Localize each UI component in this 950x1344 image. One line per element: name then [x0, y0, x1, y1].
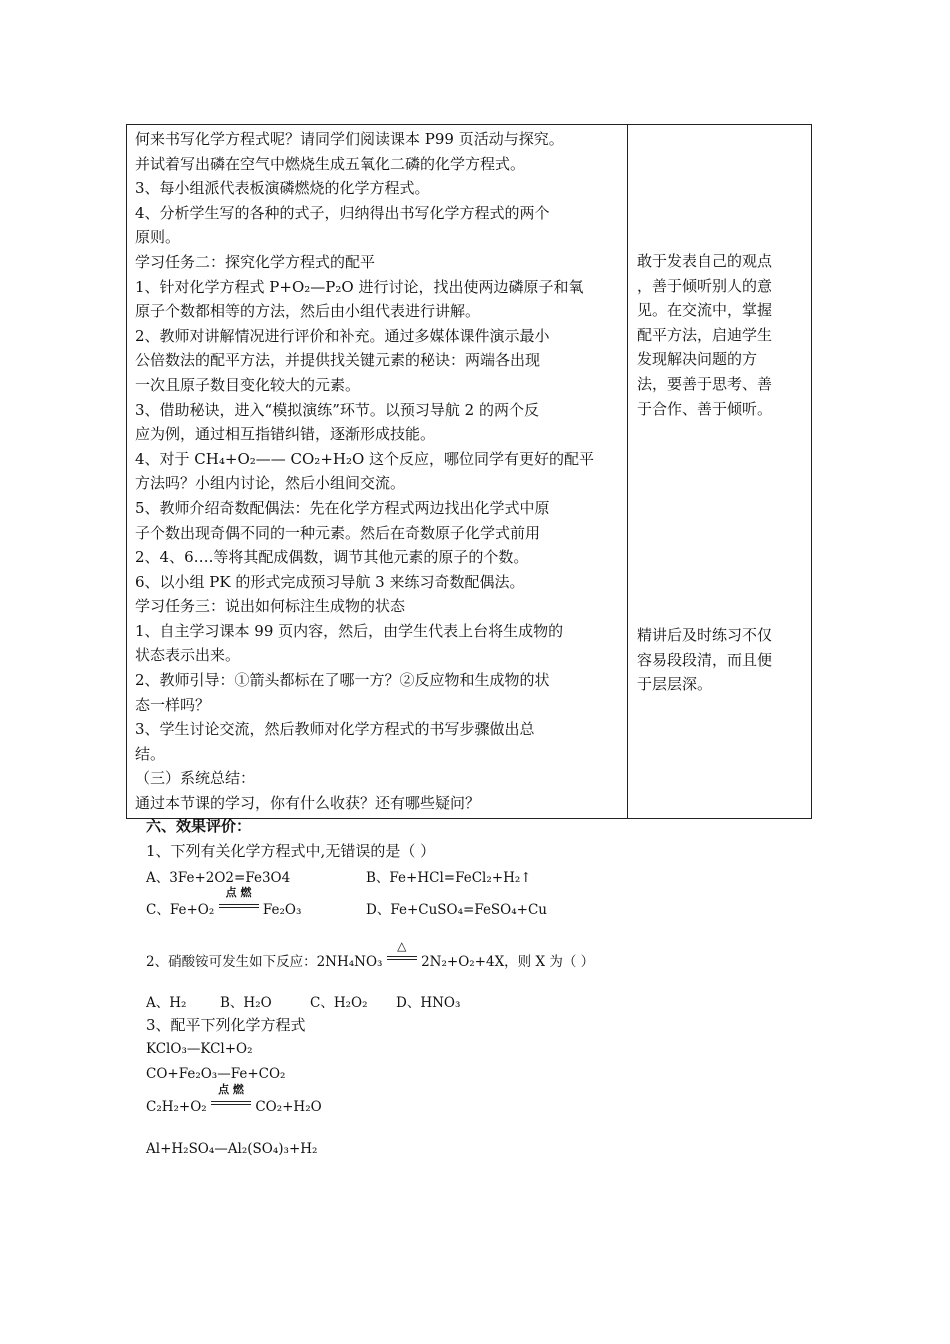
q3-equation-2: CO+Fe₂O₃—Fe+CO₂	[146, 1066, 286, 1082]
q1-c-right: Fe₂O₃	[262, 902, 302, 918]
q1-option-a: A、3Fe+2O2=Fe3O4	[146, 870, 291, 886]
side-note-1	[637, 249, 805, 421]
lesson-line: 子个数出现奇偶不同的一种元素。然后在奇数原子化学式前用	[135, 523, 541, 542]
q3-stem: 3、配平下列化学方程式	[146, 1016, 306, 1034]
lesson-line: 何来书写化学方程式呢？请同学们阅读课本 P99 页活动与探究。	[135, 130, 564, 148]
q3-eq3-right: CO₂+H₂O	[255, 1099, 322, 1115]
side-note-line: 配平方法，启迪学生	[637, 325, 773, 344]
q2-stem	[146, 939, 595, 970]
q2-option-a: A、H₂	[146, 995, 187, 1011]
lesson-line: 3、借助秘诀，进入“模拟演练”环节。以预习导航 2 的两个反	[135, 400, 539, 419]
lesson-line: （三）系统总结：	[135, 769, 256, 788]
lesson-line: 态一样吗？	[135, 695, 211, 714]
condition-label: 点 燃	[218, 1083, 244, 1096]
lesson-line: 3、学生讨论交流，然后教师对化学方程式的书写步骤做出总	[135, 720, 535, 739]
q1-option-c	[146, 886, 302, 918]
q2-stem-right: 2N₂+O₂+4X，则 X 为（ ）	[421, 954, 595, 970]
lesson-line: 通过本节课的学习，你有什么收获？还有哪些疑问？	[135, 794, 481, 813]
lesson-main-cell	[127, 125, 628, 819]
lesson-line: 1、自主学习课本 99 页内容，然后，由学生代表上台将生成物的	[135, 621, 564, 640]
side-note-line: 于合作、善于倾听。	[637, 399, 773, 418]
q3-eq3-left: C₂H₂+O₂	[146, 1099, 207, 1115]
q2-option-c: C、H₂O₂	[310, 995, 368, 1011]
q1-option-b: B、Fe+HCl=FeCl₂+H₂↑	[366, 870, 532, 886]
lesson-line: 应为例，通过相互指错纠错，逐渐形成技能。	[135, 425, 436, 444]
side-note-line: 精讲后及时练习不仅	[637, 626, 773, 644]
evaluation-heading: 六、效果评价：	[146, 817, 252, 835]
lesson-line: 6、以小组 PK 的形式完成预习导航 3 来练习奇数配偶法。	[135, 572, 525, 591]
lesson-main-text	[135, 127, 619, 816]
heat-symbol: △	[397, 939, 407, 953]
condition-label: 点 燃	[225, 886, 252, 899]
lesson-line: 状态表示出来。	[135, 646, 241, 665]
lesson-line: 1、针对化学方程式 P+O₂—P₂O 进行讨论，找出使两边磷原子和氧	[135, 277, 584, 296]
lesson-line: 方法吗？小组内讨论，然后小组间交流。	[135, 474, 406, 493]
lesson-line: 学习任务二：探究化学方程式的配平	[135, 252, 376, 271]
side-note-line: 敢于发表自己的观点	[637, 252, 773, 270]
lesson-line: 学习任务三：说出如何标注生成物的状态	[135, 597, 406, 616]
lesson-line: 原则。	[135, 228, 181, 247]
q1-option-d: D、Fe+CuSO₄=FeSO₄+Cu	[366, 902, 547, 918]
heat-condition-sign	[387, 939, 417, 966]
lesson-line: 2、教师对讲解情况进行评价和补充。通过多媒体课件演示最小	[135, 326, 550, 345]
side-note-line: 于层层深。	[637, 675, 713, 694]
condition-ignite-sign	[211, 1083, 251, 1111]
side-note-line: ，善于倾听别人的意	[637, 276, 773, 295]
q2-option-d: D、HNO₃	[396, 995, 461, 1011]
side-note-2	[637, 623, 805, 697]
lesson-line: 4、分析学生写的各种的式子，归纳得出书写化学方程式的两个	[135, 203, 550, 222]
lesson-line: 2、4、6….等将其配成偶数，调节其他元素的原子的个数。	[135, 548, 529, 567]
q2-stem-left: 2、硝酸铵可发生如下反应：2NH₄NO₃	[146, 954, 383, 970]
lesson-line: 原子个数都相等的方法，然后由小组代表进行讲解。	[135, 302, 481, 321]
q1-c-left: C、Fe+O₂	[146, 902, 215, 918]
lesson-line: 2、教师引导：①箭头都标在了哪一方？②反应物和生成物的状	[135, 671, 550, 690]
lesson-side-cell	[628, 125, 812, 819]
lesson-line: 并试着写出磷在空气中燃烧生成五氧化二磷的化学方程式。	[135, 154, 526, 173]
condition-ignite-sign	[219, 886, 259, 914]
lesson-table	[126, 124, 812, 819]
lesson-line: 一次且原子数目变化较大的元素。	[135, 375, 361, 394]
q3-equation-1: KClO₃—KCl+O₂	[146, 1041, 253, 1057]
side-note-line: 发现解决问题的方	[637, 350, 758, 369]
side-note-line: 容易段段清，而且便	[637, 650, 773, 669]
lesson-line: 结。	[135, 744, 166, 763]
lesson-line: 3、每小组派代表板演磷燃烧的化学方程式。	[135, 179, 430, 198]
q1-stem: 1、下列有关化学方程式中,无错误的是（ ）	[146, 842, 436, 860]
lesson-line: 公倍数法的配平方法，并提供找关键元素的秘诀：两端各出现	[135, 351, 541, 370]
side-note-line: 见。在交流中，掌握	[637, 301, 773, 320]
q3-equation-3	[146, 1083, 322, 1115]
q2-option-b: B、H₂O	[220, 995, 272, 1011]
side-note-line: 法，要善于思考、善	[637, 374, 773, 393]
lesson-line: 5、教师介绍奇数配偶法：先在化学方程式两边找出化学式中原	[135, 498, 550, 517]
q3-equation-4: Al+H₂SO₄—Al₂(SO₄)₃+H₂	[146, 1141, 318, 1157]
lesson-line: 4、对于 CH₄+O₂—— CO₂+H₂O 这个反应，哪位同学有更好的配平	[135, 449, 595, 468]
